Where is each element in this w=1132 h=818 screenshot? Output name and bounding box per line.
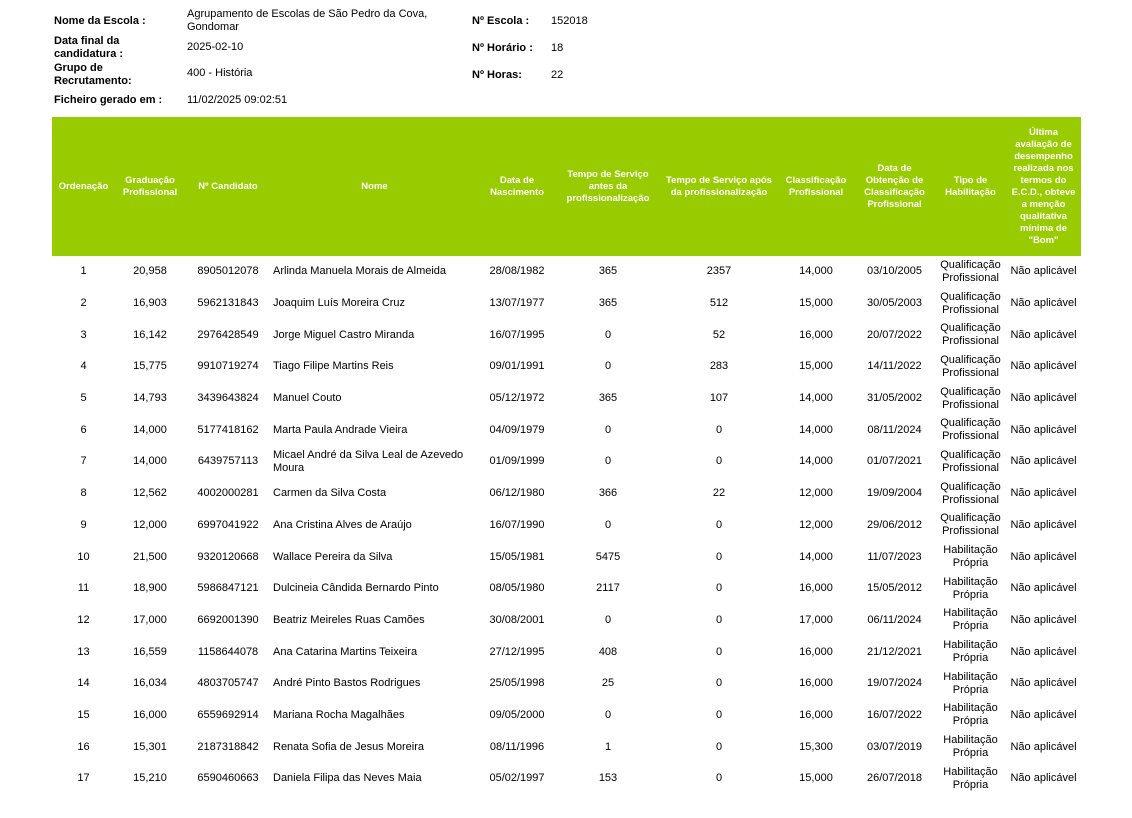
table-cell: Jorge Miguel Castro Miranda [273, 328, 415, 341]
table-cell: Não aplicável [1010, 328, 1077, 341]
table-cell: 05/02/1997 [489, 772, 545, 785]
table-cell: Não aplicável [1010, 772, 1077, 785]
table-cell: Daniela Filipa das Neves Maia [273, 772, 422, 785]
table-cell: Não aplicável [1010, 677, 1077, 690]
table-cell: 22 [712, 487, 726, 500]
table-cell: 16,000 [799, 645, 833, 658]
column-header: Tempo de Serviço antes da profissionalização [556, 117, 660, 256]
table-cell: Carmen da Silva Costa [273, 487, 387, 500]
table-cell: 2 [80, 297, 87, 310]
table-cell: 21/12/2021 [866, 645, 923, 658]
table-cell: 6439757113 [197, 455, 259, 468]
table-cell: 52 [712, 328, 726, 341]
table-cell: Dulcineia Cândida Bernardo Pinto [273, 582, 439, 595]
table-cell: 0 [715, 455, 723, 468]
table-cell: 09/05/2000 [489, 708, 545, 721]
table-cell: Qualificação Profissional [940, 322, 1001, 348]
table-cell: 16,000 [799, 708, 833, 721]
table-cell: 18,900 [133, 582, 167, 595]
table-cell: Habilitação Própria [943, 575, 998, 601]
table-cell: 16/07/2022 [866, 708, 923, 721]
table-cell: Qualificação Profissional [940, 385, 1001, 411]
table-row [52, 668, 1081, 700]
table-cell: 04/09/1979 [489, 423, 545, 436]
table-cell: 19/07/2024 [866, 677, 923, 690]
table-cell: Mariana Rocha Magalhães [273, 708, 405, 721]
table-cell: Qualificação Profissional [940, 448, 1001, 474]
table-cell: 14,793 [133, 392, 167, 405]
table-cell: 0 [604, 328, 612, 341]
table-cell: 365 [598, 297, 618, 310]
column-header: Classificação Profissional [778, 117, 854, 256]
table-cell: 7 [80, 455, 87, 468]
table-cell: 1158644078 [197, 645, 259, 658]
table-header [52, 117, 1081, 256]
table-cell: 12,000 [799, 487, 833, 500]
table-cell: 15,000 [799, 360, 833, 373]
table-cell: 16,142 [133, 328, 167, 341]
table-cell: 14,000 [799, 455, 833, 468]
table-cell: Não aplicável [1010, 360, 1077, 373]
num-horario-label: Nº Horário : [472, 42, 533, 54]
table-cell: 30/05/2003 [866, 297, 923, 310]
column-header: Última avaliação de desempenho realizada nos termos do E.C.D., obteve a menção qualitativa mínima de "Bom" [1006, 117, 1081, 256]
table-cell: 6 [80, 423, 87, 436]
column-header: Nº Candidato [185, 117, 271, 256]
table-cell: 6997041922 [197, 518, 259, 531]
table-cell: 03/10/2005 [866, 265, 923, 278]
table-cell: André Pinto Bastos Rodrigues [273, 677, 421, 690]
table-cell: 08/05/1980 [489, 582, 545, 595]
table-cell: Não aplicável [1010, 613, 1077, 626]
table-cell: 2976428549 [197, 328, 259, 341]
table-cell: Não aplicável [1010, 550, 1077, 563]
table-cell: 25/05/1998 [489, 677, 545, 690]
table-cell: 0 [715, 582, 723, 595]
table-cell: 09/01/1991 [489, 360, 545, 373]
table-cell: 153 [598, 772, 618, 785]
table-cell: 16,000 [799, 677, 833, 690]
table-cell: 283 [709, 360, 729, 373]
table-row [52, 573, 1081, 605]
table-cell: Não aplicável [1010, 392, 1077, 405]
table-cell: Micael André da Silva Leal de Azevedo Moura [273, 448, 464, 474]
table-cell: Não aplicável [1010, 740, 1077, 753]
table-cell: 0 [604, 518, 612, 531]
escola-value: Agrupamento de Escolas de São Pedro da Cova, Gondomar [187, 8, 428, 33]
table-cell: Não aplicável [1010, 455, 1077, 468]
table-cell: Não aplicável [1010, 487, 1077, 500]
table-cell: 26/07/2018 [866, 772, 923, 785]
table-row [52, 763, 1081, 795]
table-cell: 2357 [706, 265, 732, 278]
table-cell: 17 [77, 772, 90, 785]
table-cell: Não aplicável [1010, 708, 1077, 721]
num-horas-value: 22 [551, 69, 564, 81]
table-cell: 06/11/2024 [867, 613, 922, 626]
table-cell: 15,300 [799, 740, 833, 753]
table-cell: 16/07/1995 [489, 328, 545, 341]
table-cell: 1 [604, 740, 612, 753]
table-cell: 1 [80, 265, 87, 278]
table-cell: Qualificação Profissional [940, 353, 1001, 379]
table-cell: 8905012078 [197, 265, 259, 278]
table-cell: Renata Sofia de Jesus Moreira [273, 740, 425, 753]
table-row [52, 605, 1081, 637]
table-cell: Marta Paula Andrade Vieira [273, 423, 408, 436]
table-cell: 0 [604, 423, 612, 436]
table-cell: 5962131843 [197, 297, 259, 310]
table-cell: Habilitação Própria [943, 607, 998, 633]
table-cell: 2187318842 [197, 740, 259, 753]
candidates-table [52, 117, 1081, 795]
table-cell: Habilitação Própria [943, 765, 998, 791]
table-row [52, 383, 1081, 415]
table-cell: 107 [709, 392, 729, 405]
table-cell: Joaquim Luís Moreira Cruz [273, 297, 406, 310]
table-cell: 03/07/2019 [866, 740, 923, 753]
column-header: Ordenação [52, 117, 115, 256]
table-cell: 27/12/1995 [489, 645, 545, 658]
table-cell: 5 [80, 392, 87, 405]
table-cell: Ana Catarina Martins Teixeira [273, 645, 418, 658]
table-cell: 19/09/2004 [866, 487, 923, 500]
table-cell: 08/11/1996 [489, 740, 545, 753]
table-row [52, 256, 1081, 288]
num-escola-label: Nº Escola : [472, 15, 530, 27]
table-cell: 14/11/2022 [867, 360, 922, 373]
table-cell: 16,000 [133, 708, 167, 721]
table-cell: 0 [715, 645, 723, 658]
column-header: Tempo de Serviço após da profissionalização [660, 117, 778, 256]
table-row [52, 541, 1081, 573]
table-cell: 16,000 [799, 582, 833, 595]
table-row [52, 319, 1081, 351]
table-cell: 9910719274 [197, 360, 259, 373]
table-cell: 16,034 [133, 677, 167, 690]
table-cell: 0 [715, 518, 723, 531]
table-cell: 14 [77, 677, 90, 690]
table-cell: 4803705747 [197, 677, 259, 690]
data-final-value: 2025-02-10 [187, 41, 244, 53]
table-cell: 12,562 [133, 487, 167, 500]
table-cell: 15/05/1981 [489, 550, 545, 563]
table-cell: 365 [598, 265, 618, 278]
table-cell: 6692001390 [197, 613, 259, 626]
table-cell: 366 [598, 487, 618, 500]
table-cell: 05/12/1972 [489, 392, 545, 405]
table-cell: 17,000 [133, 613, 167, 626]
table-cell: 0 [715, 423, 723, 436]
table-cell: 0 [604, 708, 612, 721]
ficheiro-value: 11/02/2025 09:02:51 [187, 94, 288, 106]
table-cell: 15,210 [133, 772, 167, 785]
table-cell: 512 [709, 297, 729, 310]
table-cell: Wallace Pereira da Silva [273, 550, 393, 563]
table-cell: 29/06/2012 [866, 518, 923, 531]
table-row [52, 288, 1081, 320]
table-cell: 2117 [596, 582, 620, 595]
table-cell: 16/07/1990 [489, 518, 545, 531]
table-cell: 5986847121 [197, 582, 259, 595]
table-cell: Habilitação Própria [943, 544, 998, 570]
table-cell: 17,000 [799, 613, 833, 626]
table-cell: 4 [80, 360, 87, 373]
table-cell: 06/12/1980 [489, 487, 545, 500]
table-row [52, 478, 1081, 510]
table-cell: 21,500 [133, 550, 167, 563]
table-cell: 13/07/1977 [489, 297, 545, 310]
table-cell: 365 [598, 392, 618, 405]
table-cell: 12,000 [799, 518, 833, 531]
table-row [52, 446, 1081, 478]
table-row [52, 414, 1081, 446]
column-header: Data de Nascimento [478, 117, 556, 256]
table-cell: 01/07/2021 [866, 455, 923, 468]
table-cell: 14,000 [799, 265, 833, 278]
table-cell: 9320120668 [197, 550, 259, 563]
table-cell: 408 [598, 645, 618, 658]
table-cell: 16 [77, 740, 90, 753]
table-cell: 0 [715, 772, 723, 785]
table-cell: 31/05/2002 [866, 392, 923, 405]
table-cell: 30/08/2001 [489, 613, 545, 626]
table-cell: 0 [715, 613, 723, 626]
table-row [52, 700, 1081, 732]
table-cell: Não aplicável [1010, 582, 1077, 595]
data-final-label: Data final da candidatura : [54, 35, 124, 60]
table-cell: Qualificação Profissional [940, 512, 1001, 538]
table-cell: 25 [601, 677, 615, 690]
table-cell: 0 [604, 360, 612, 373]
table-cell: Manuel Couto [273, 392, 342, 405]
table-cell: 3439643824 [197, 392, 259, 405]
table-cell: 16,000 [799, 328, 833, 341]
escola-label: Nome da Escola : [54, 15, 146, 27]
table-cell: Qualificação Profissional [940, 480, 1001, 506]
column-header: Graduação Profissional [115, 117, 185, 256]
grupo-value: 400 - História [187, 67, 253, 79]
table-cell: Habilitação Própria [943, 670, 998, 696]
table-cell: Não aplicável [1010, 518, 1077, 531]
table-cell: 0 [715, 708, 723, 721]
table-cell: Habilitação Própria [943, 639, 998, 665]
table-cell: Qualificação Profissional [940, 290, 1001, 316]
table-cell: 16,903 [133, 297, 167, 310]
table-cell: Qualificação Profissional [940, 417, 1001, 443]
table-cell: Não aplicável [1010, 645, 1077, 658]
table-cell: Não aplicável [1010, 423, 1077, 436]
table-cell: 28/08/1982 [489, 265, 545, 278]
table-cell: Não aplicável [1010, 265, 1077, 278]
table-body [52, 256, 1081, 795]
table-cell: 15/05/2012 [866, 582, 923, 595]
table-cell: Arlinda Manuela Morais de Almeida [273, 265, 447, 278]
column-header: Tipo de Habilitação [935, 117, 1006, 256]
table-cell: 11 [77, 582, 90, 595]
table-cell: 15,775 [133, 360, 167, 373]
table-cell: 12,000 [133, 518, 167, 531]
table-cell: 5177418162 [197, 423, 259, 436]
table-cell: 13 [77, 645, 90, 658]
table-cell: 14,000 [799, 423, 833, 436]
table-row [52, 510, 1081, 542]
table-cell: Tiago Filipe Martins Reis [273, 360, 394, 373]
column-header: Nome [271, 117, 478, 256]
table-cell: Beatriz Meireles Ruas Camões [273, 613, 425, 626]
table-cell: 15,000 [799, 772, 833, 785]
table-cell: 16,559 [133, 645, 167, 658]
num-escola-value: 152018 [551, 15, 588, 27]
table-cell: Não aplicável [1010, 297, 1077, 310]
table-cell: 14,000 [133, 455, 167, 468]
table-cell: 6590460663 [197, 772, 259, 785]
grupo-label: Grupo de Recrutamento: [54, 62, 132, 87]
table-row [52, 636, 1081, 668]
table-cell: 15,301 [133, 740, 167, 753]
table-cell: Habilitação Própria [943, 702, 998, 728]
table-cell: 08/11/2024 [867, 423, 922, 436]
table-cell: 20,958 [133, 265, 167, 278]
table-cell: 12 [77, 613, 90, 626]
table-cell: 4002000281 [197, 487, 259, 500]
table-cell: 20/07/2022 [866, 328, 923, 341]
column-header: Data de Obtenção de Classificação Profissional [854, 117, 935, 256]
table-cell: 8 [80, 487, 87, 500]
table-cell: 3 [80, 328, 87, 341]
table-cell: 15 [77, 708, 90, 721]
table-cell: 0 [715, 740, 723, 753]
table-cell: 10 [77, 550, 90, 563]
table-cell: 9 [80, 518, 87, 531]
table-cell: 11/07/2023 [867, 550, 922, 563]
table-row [52, 351, 1081, 383]
table-cell: Qualificação Profissional [940, 258, 1001, 284]
table-cell: 15,000 [799, 297, 833, 310]
table-cell: 0 [604, 613, 612, 626]
table-cell: Habilitação Própria [943, 734, 998, 760]
num-horas-label: Nº Horas: [472, 69, 522, 81]
table-cell: 01/09/1999 [489, 455, 545, 468]
ficheiro-label: Ficheiro gerado em : [54, 94, 163, 106]
table-cell: 0 [715, 677, 723, 690]
table-cell: 14,000 [799, 550, 833, 563]
table-row [52, 731, 1081, 763]
table-cell: 14,000 [799, 392, 833, 405]
table-cell: Ana Cristina Alves de Araújo [273, 518, 412, 531]
table-cell: 14,000 [133, 423, 167, 436]
table-cell: 0 [604, 455, 612, 468]
table-cell: 0 [715, 550, 723, 563]
table-cell: 6559692914 [197, 708, 259, 721]
table-cell: 5475 [595, 550, 621, 563]
num-horario-value: 18 [551, 42, 564, 54]
